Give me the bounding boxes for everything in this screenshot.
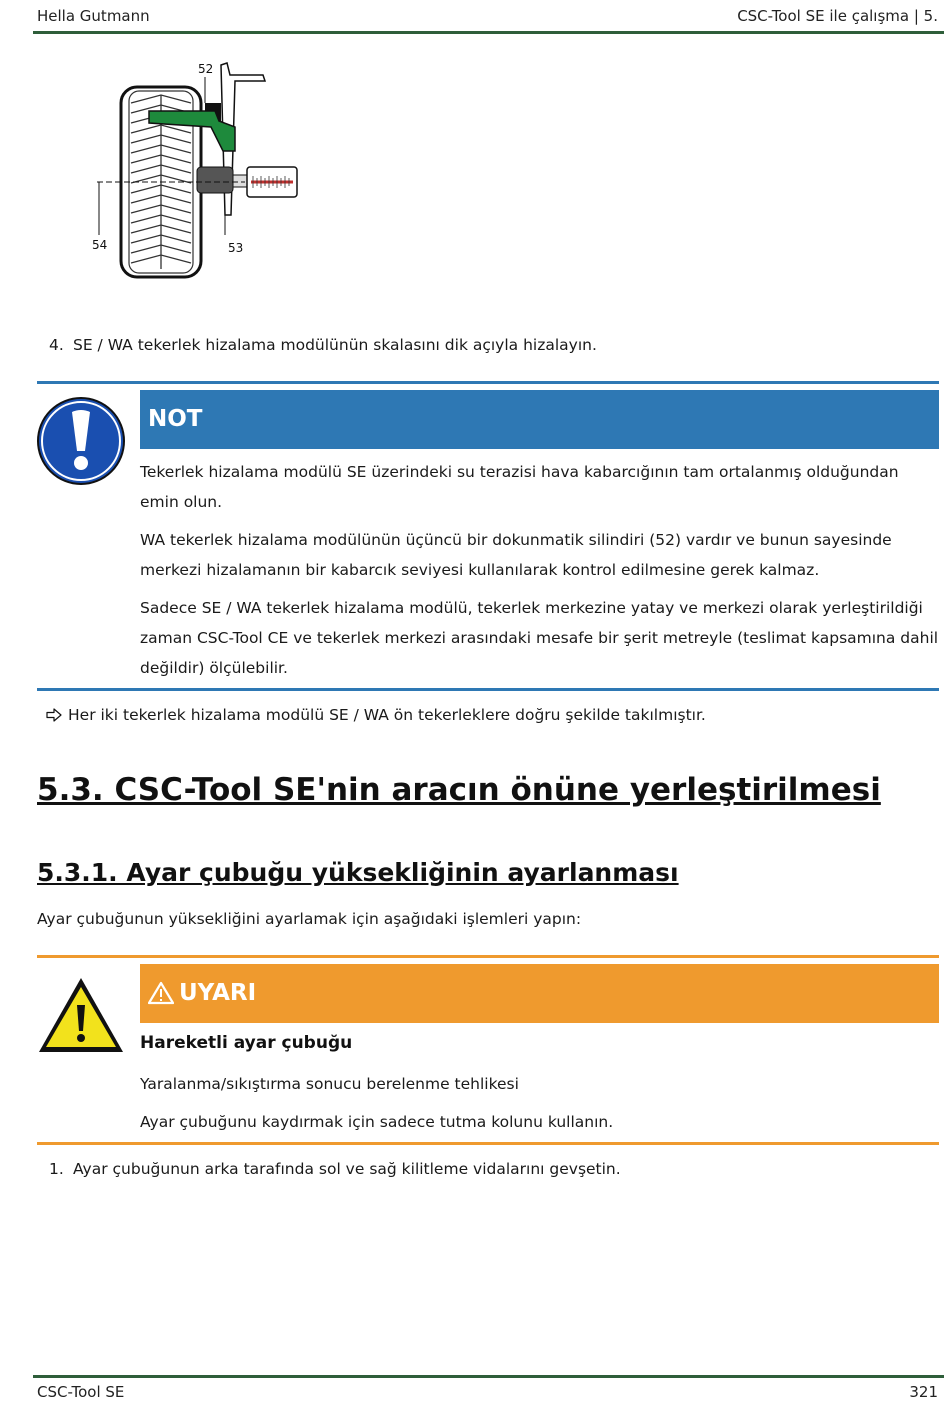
warning-banner xyxy=(140,964,939,1023)
warning-line-1: Yaralanma/sıkıştırma sonucu berelenme tehlikesi xyxy=(140,1075,519,1093)
warning-small-icon xyxy=(148,981,174,1005)
step-text: SE / WA tekerlek hizalama modülünün skalasını dik açıyla hizalayın. xyxy=(73,336,597,354)
note-paragraph-3: Sadece SE / WA tekerlek hizalama modülü, tekerlek merkezine yatay ve merkezi olarak yerleştirildiği zaman CSC-Tool CE ve tekerlek merkezi arasındaki mesafe bir şerit metreyle (teslimat kapsamına dahil değildir) ölçülebilir. xyxy=(140,599,939,677)
footer-rule xyxy=(33,1375,944,1378)
header-left: Hella Gutmann xyxy=(37,7,150,25)
exclamation-circle-icon xyxy=(36,396,126,486)
note-top-rule xyxy=(37,381,939,384)
warning-triangle-icon xyxy=(36,975,126,1055)
note-bottom-rule xyxy=(37,688,939,691)
step-number: 4. xyxy=(49,336,64,354)
warning-line-2: Ayar çubuğunu kaydırmak için sadece tutma kolunu kullanın. xyxy=(140,1113,614,1131)
note-paragraph-2: WA tekerlek hizalama modülünün üçüncü bir dokunmatik silindiri (52) vardır ve bunun sayesinde merkezi hizalamanın bir kabarcık seviyesi kullanılarak kontrol edilmesine gerek kalmaz. xyxy=(140,531,892,579)
warning-top-rule xyxy=(37,955,939,958)
section-title: 5.3. CSC-Tool SE'nin aracın önüne yerleştirilmesi xyxy=(37,772,881,808)
subsection-intro: Ayar çubuğunun yüksekliğini ayarlamak için aşağıdaki işlemleri yapın: xyxy=(37,910,582,928)
step-text: Ayar çubuğunun arka tarafında sol ve sağ kilitleme vidalarını gevşetin. xyxy=(73,1160,621,1178)
note-banner xyxy=(140,390,939,449)
arrow-right-outline-icon xyxy=(46,708,62,722)
callout-53: 53 xyxy=(228,241,244,255)
callout-54: 54 xyxy=(92,238,108,252)
hub-adapter xyxy=(197,167,233,193)
header-rule xyxy=(33,31,944,34)
page-number: 321 xyxy=(909,1383,938,1401)
callout-52: 52 xyxy=(198,62,214,76)
warning-bottom-rule xyxy=(37,1142,939,1145)
step-number: 1. xyxy=(49,1160,64,1178)
note-title: NOT xyxy=(148,406,203,432)
subsection-title: 5.3.1. Ayar çubuğu yüksekliğinin ayarlanması xyxy=(37,858,679,887)
wheel-alignment-figure xyxy=(85,55,315,295)
note-paragraph-1: Tekerlek hizalama modülü SE üzerindeki su terazisi hava kabarcığının tam ortalanmış olduğundan emin olun. xyxy=(140,463,899,511)
warning-title: UYARI xyxy=(179,980,257,1006)
footer-left: CSC-Tool SE xyxy=(37,1383,125,1401)
header-right: CSC-Tool SE ile çalışma | 5. xyxy=(737,7,938,25)
warning-heading: Hareketli ayar çubuğu xyxy=(140,1033,353,1053)
result-text: Her iki tekerlek hizalama modülü SE / WA ön tekerleklere doğru şekilde takılmıştır. xyxy=(68,706,706,724)
